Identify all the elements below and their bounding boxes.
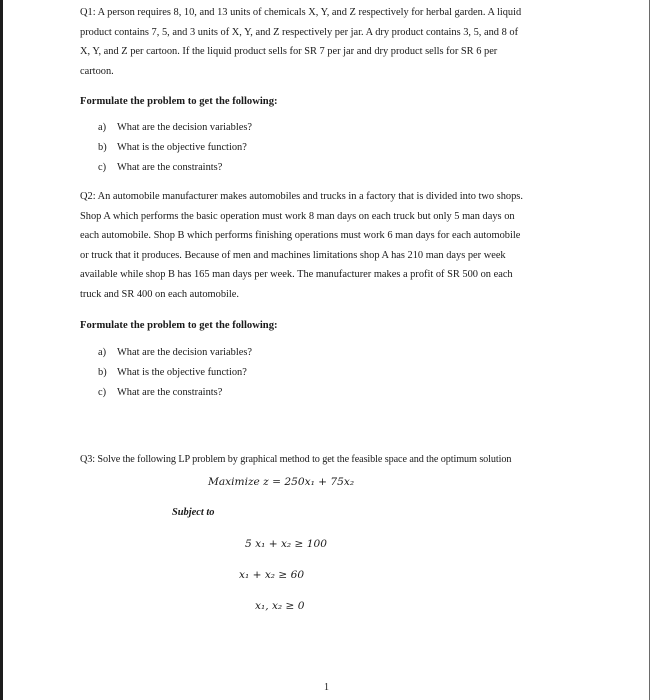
q2-line: available while shop B has 165 man days per week. The manufacturer makes a profit of SR 500 on each bbox=[80, 269, 513, 280]
list-marker: a) bbox=[98, 347, 107, 358]
list-item bbox=[98, 158, 252, 178]
q2-line: each automobile. Shop B which performs finishing operations must work 6 man days for each automobile bbox=[80, 230, 521, 241]
q3-subject-to: Subject to bbox=[172, 507, 215, 518]
q1-list bbox=[98, 118, 252, 178]
list-item-text: What is the objective function? bbox=[117, 367, 247, 378]
q1-paragraph bbox=[80, 3, 578, 81]
list-item-text: What is the objective function? bbox=[117, 142, 247, 153]
page-left-edge bbox=[0, 0, 3, 700]
q1-line: X, Y, and Z per cartoon. If the liquid product sells for SR 7 per jar and dry product sells for SR 6 per bbox=[80, 46, 498, 57]
list-item bbox=[98, 363, 252, 383]
list-item bbox=[98, 343, 252, 363]
list-item bbox=[98, 383, 252, 403]
list-item-text: What are the decision variables? bbox=[117, 347, 253, 358]
list-marker: c) bbox=[98, 387, 107, 398]
list-item bbox=[98, 138, 252, 158]
q1-line: Q1: A person requires 8, 10, and 13 units of chemicals X, Y, and Z respectively for herbal garden. A liquid bbox=[80, 7, 522, 18]
q2-line: or truck that it produces. Because of men and machines limitations shop A has 210 man days per week bbox=[80, 249, 506, 261]
q1-line: product contains 7, 5, and 3 units of X, Y, and Z respectively per jar. A dry product contains 3, 5, and 8 of bbox=[80, 26, 519, 38]
q1-line: cartoon. bbox=[80, 65, 114, 77]
q2-line: Q2: An automobile manufacturer makes automobiles and trucks in a factory that is divided into two shops. bbox=[80, 191, 523, 202]
list-marker: b) bbox=[98, 142, 107, 153]
q3-intro: Q3: Solve the following LP problem by graphical method to get the feasible space and the optimum solution bbox=[80, 454, 512, 466]
q1-heading: Formulate the problem to get the following: bbox=[80, 96, 278, 107]
q3-objective: Maximize z = 250x₁ + 75x₂ bbox=[208, 476, 355, 488]
q2-paragraph bbox=[80, 187, 578, 304]
page-right-edge bbox=[649, 0, 650, 700]
q3-constraint: 5 x₁ + x₂ ≥ 100 bbox=[245, 538, 327, 550]
q3-constraint: x₁, x₂ ≥ 0 bbox=[255, 600, 305, 612]
list-item bbox=[98, 118, 252, 138]
q2-line: Shop A which performs the basic operation must work 8 man days on each truck but only 5 man days on bbox=[80, 210, 515, 222]
q2-heading: Formulate the problem to get the following: bbox=[80, 320, 278, 331]
list-marker: a) bbox=[98, 122, 107, 133]
list-marker: b) bbox=[98, 367, 107, 378]
q3-constraint: x₁ + x₂ ≥ 60 bbox=[239, 569, 305, 581]
list-item-text: What are the decision variables? bbox=[117, 122, 253, 133]
list-item-text: What are the constraints? bbox=[117, 387, 223, 398]
q2-list bbox=[98, 343, 252, 403]
page-number: 1 bbox=[324, 682, 329, 693]
list-item-text: What are the constraints? bbox=[117, 162, 223, 173]
list-marker: c) bbox=[98, 162, 107, 173]
q2-line: truck and SR 400 on each automobile. bbox=[80, 288, 239, 300]
